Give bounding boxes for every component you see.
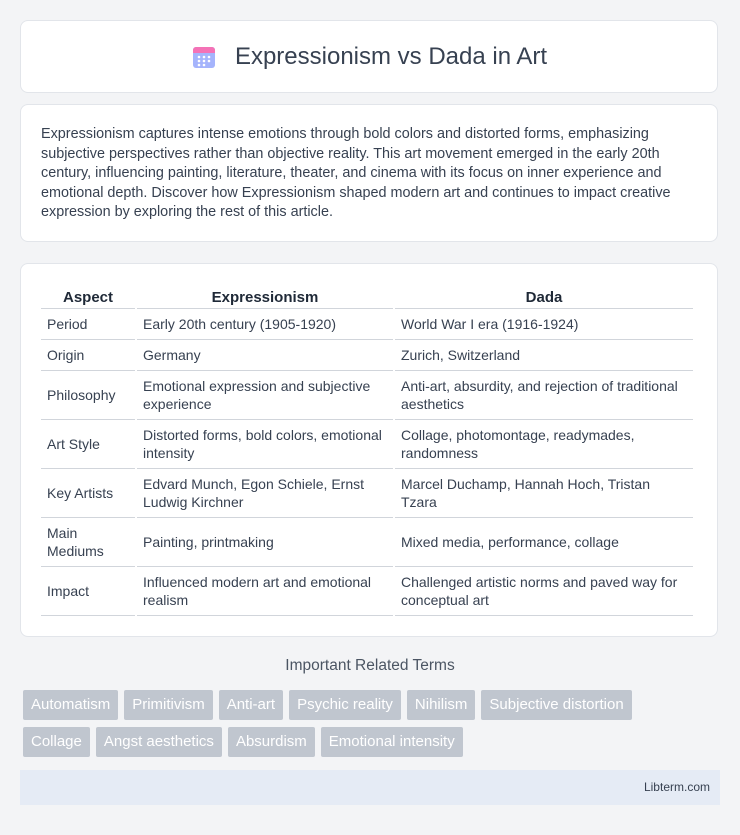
cell-dada: Collage, photomontage, readymades, randomness (395, 420, 693, 469)
cell-expressionism: Early 20th century (1905-1920) (137, 309, 393, 340)
cell-aspect: Origin (41, 340, 135, 371)
header-card (20, 20, 718, 93)
cell-dada: Zurich, Switzerland (395, 340, 693, 371)
page-title: Expressionism vs Dada in Art (234, 42, 548, 70)
cell-expressionism: Painting, printmaking (137, 518, 393, 567)
cell-expressionism: Emotional expression and subjective experience (137, 371, 393, 420)
cell-expressionism: Germany (137, 340, 393, 371)
cell-expressionism: Influenced modern art and emotional realism (137, 567, 393, 616)
tag-nihilism[interactable]: Nihilism (407, 690, 476, 720)
table-row (41, 518, 693, 567)
tag-automatism[interactable]: Automatism (23, 690, 118, 720)
tag-subjective-distortion[interactable]: Subjective distortion (481, 690, 631, 720)
cell-aspect: Philosophy (41, 371, 135, 420)
cell-dada: World War I era (1916-1924) (395, 309, 693, 340)
cell-aspect: Main Mediums (41, 518, 135, 567)
tag-emotional-intensity[interactable]: Emotional intensity (321, 727, 463, 757)
comparison-card (20, 263, 718, 637)
cell-aspect: Key Artists (41, 469, 135, 518)
cell-aspect: Period (41, 309, 135, 340)
intro-card (20, 104, 718, 242)
tag-absurdism[interactable]: Absurdism (228, 727, 315, 757)
tag-psychic-reality[interactable]: Psychic reality (289, 690, 401, 720)
tag-collage[interactable]: Collage (23, 727, 90, 757)
table-row (41, 340, 693, 371)
header-dada: Dada (395, 286, 693, 309)
table-row (41, 420, 693, 469)
tag-primitivism[interactable]: Primitivism (124, 690, 213, 720)
tag-angst-aesthetics[interactable]: Angst aesthetics (96, 727, 222, 757)
cell-expressionism: Edvard Munch, Egon Schiele, Ernst Ludwig Kirchner (137, 469, 393, 518)
table-row (41, 371, 693, 420)
header-aspect: Aspect (41, 286, 135, 309)
table-row (41, 567, 693, 616)
cell-dada: Anti-art, absurdity, and rejection of traditional aesthetics (395, 371, 693, 420)
footer-site-link[interactable]: Libterm.com (643, 780, 710, 794)
footer (20, 770, 720, 805)
header-expressionism: Expressionism (137, 286, 393, 309)
calendar-icon (191, 44, 217, 70)
intro-text: Expressionism captures intense emotions through bold colors and distorted forms, emphasizing subjective perspectives rather than objective reality. This art movement emerged in the early 20th century, influencing painting, literature, theater, and cinema with its focus on inner experience and emotional depth. Discover how Expressionism shaped modern art and continues to impact creative expression by exploring the rest of this article. (41, 126, 671, 221)
cell-dada: Marcel Duchamp, Hannah Hoch, Tristan Tzara (395, 469, 693, 518)
cell-dada: Mixed media, performance, collage (395, 518, 693, 567)
comparison-table (39, 286, 695, 616)
table-row (41, 309, 693, 340)
cell-aspect: Art Style (41, 420, 135, 469)
table-row (41, 469, 693, 518)
tag-anti-art[interactable]: Anti-art (219, 690, 283, 720)
cell-aspect: Impact (41, 567, 135, 616)
cell-dada: Challenged artistic norms and paved way for conceptual art (395, 567, 693, 616)
cell-expressionism: Distorted forms, bold colors, emotional intensity (137, 420, 393, 469)
related-terms-list (23, 690, 723, 764)
related-terms-title: Important Related Terms (285, 657, 455, 674)
